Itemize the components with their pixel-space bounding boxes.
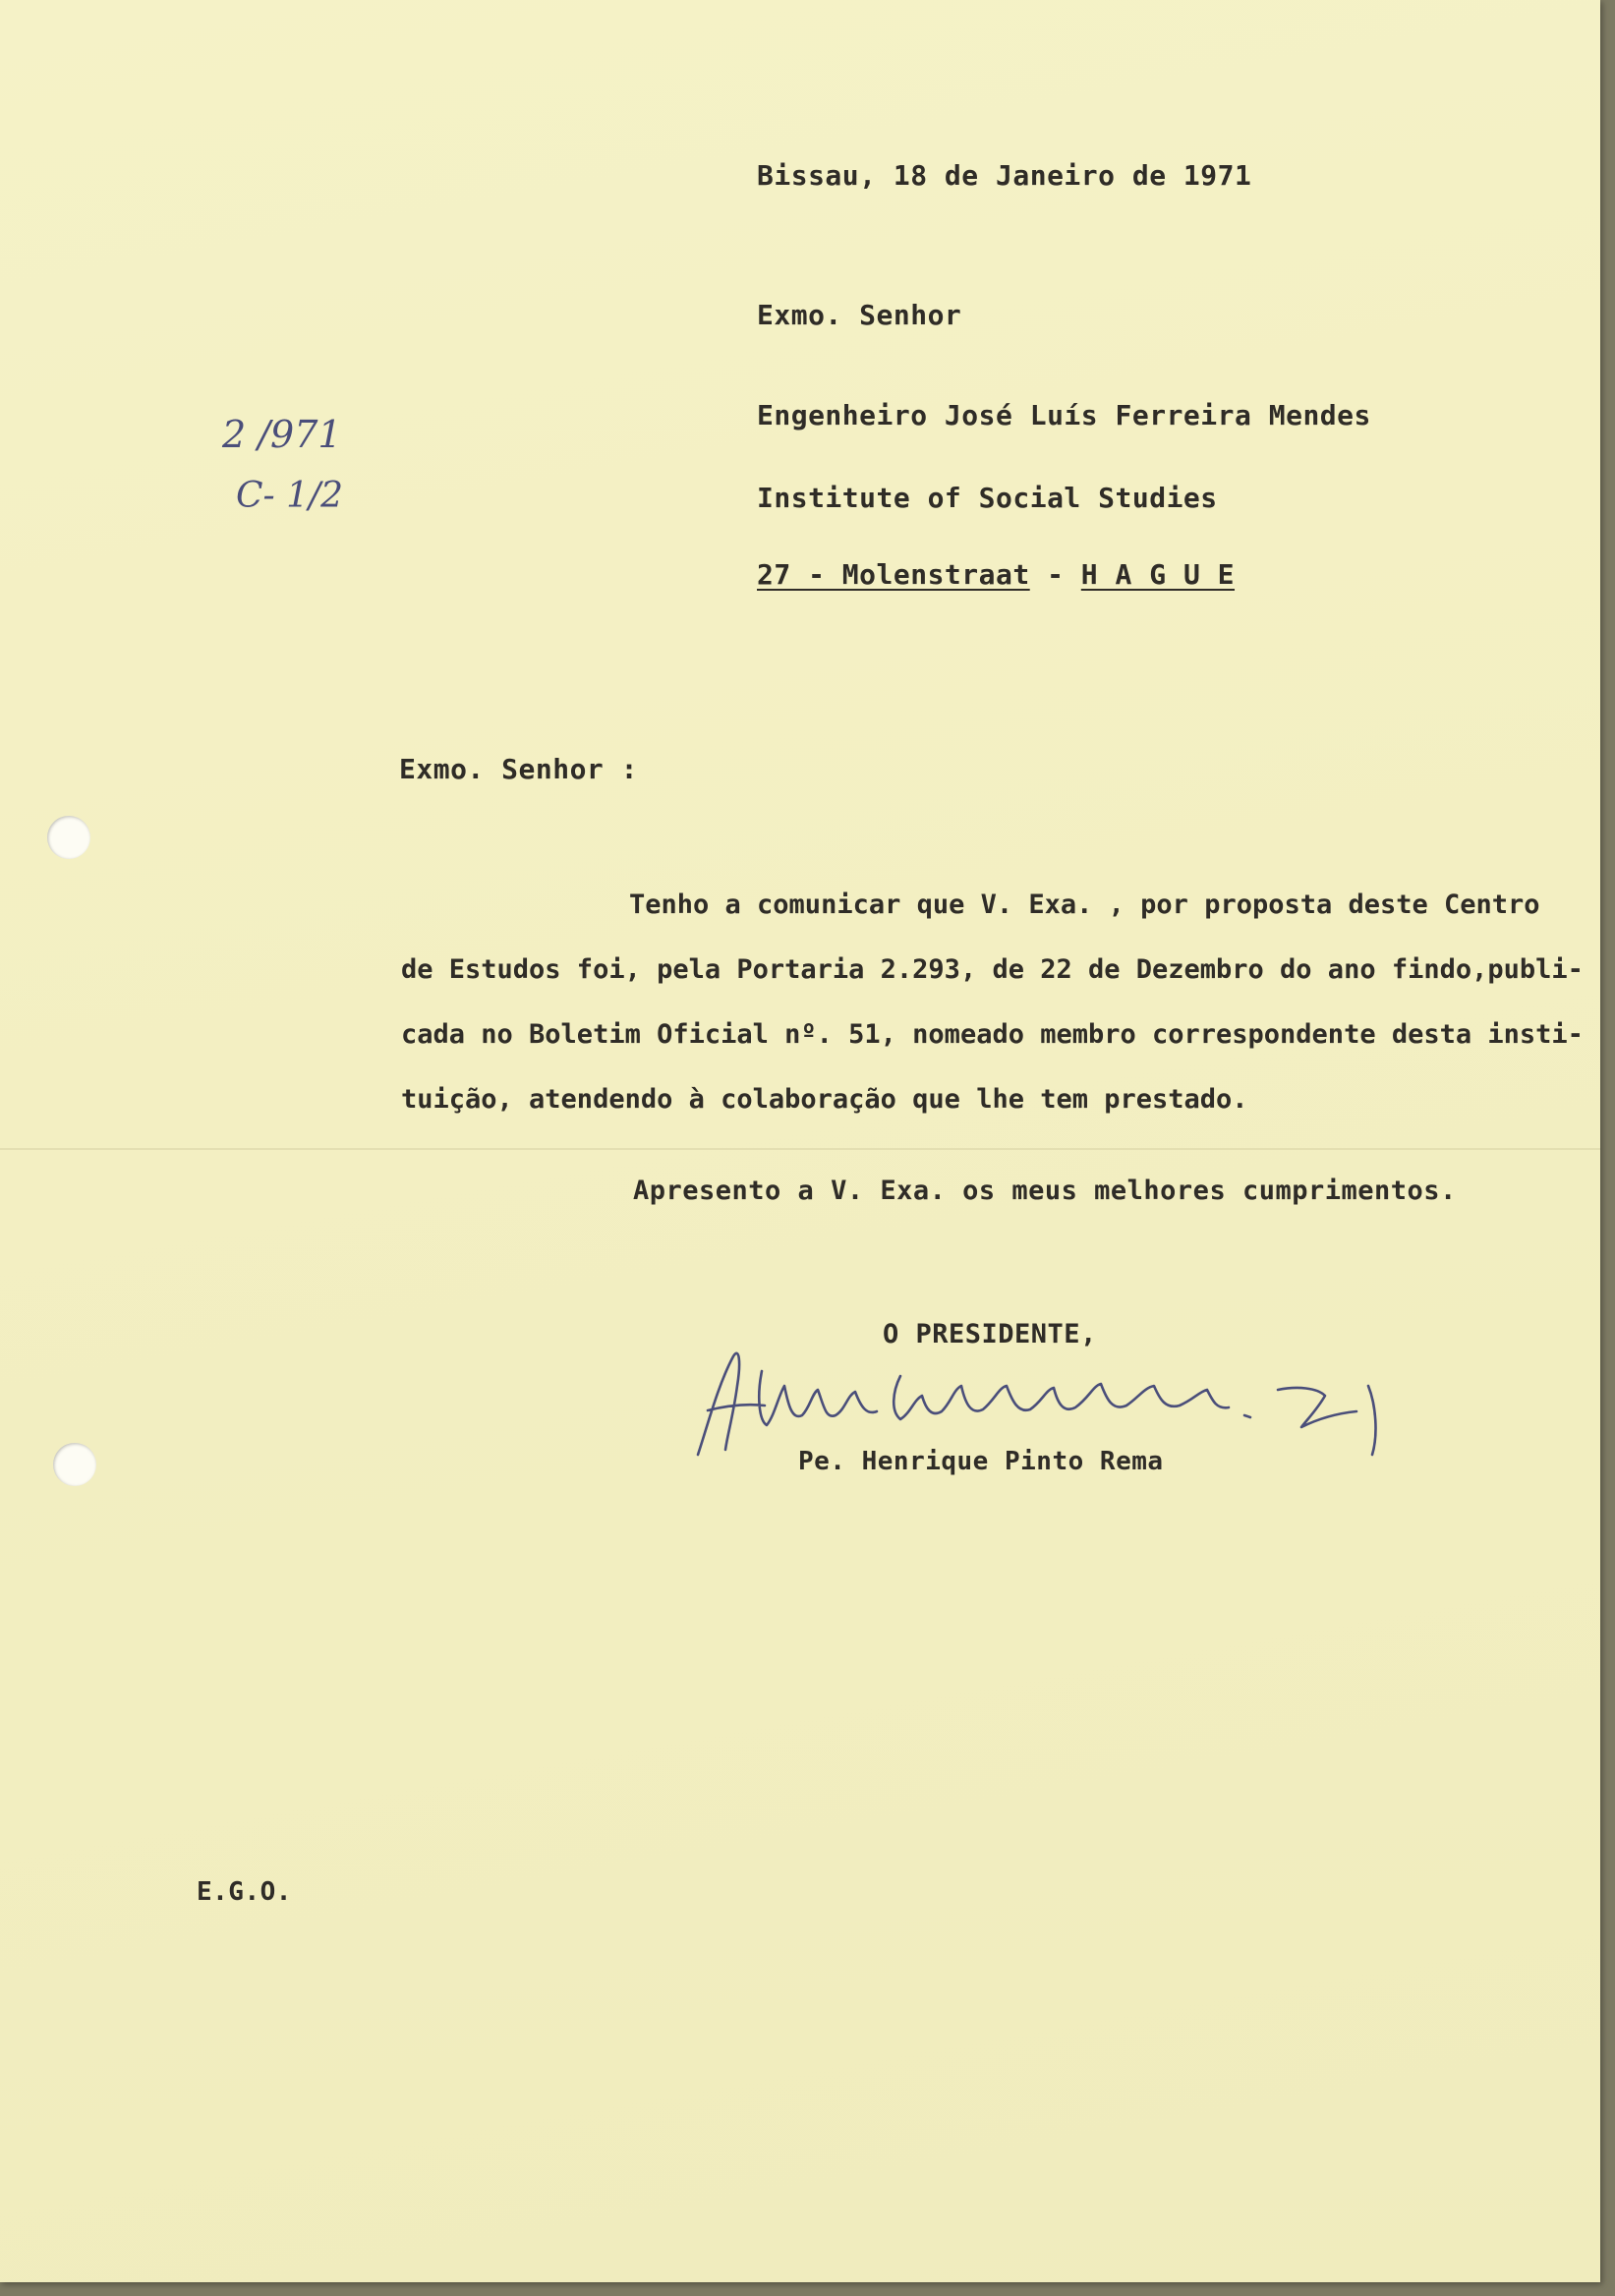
recipient-name: Engenheiro José Luís Ferreira Mendes xyxy=(757,399,1371,431)
recipient-institution: Institute of Social Studies xyxy=(757,482,1218,514)
signatory-title: O PRESIDENTE, xyxy=(883,1319,1097,1349)
body-line: cada no Boletim Oficial nº. 51, nomeado membro correspondente desta insti- xyxy=(401,1019,1584,1050)
reference-number: 2 /971 xyxy=(222,413,342,456)
letter-body xyxy=(401,873,1610,1132)
date-line: Bissau, 18 de Janeiro de 1971 xyxy=(757,159,1252,192)
address-street: 27 - Molenstraat xyxy=(757,558,1030,591)
recipient-address xyxy=(757,558,1235,591)
signature xyxy=(668,1317,1445,1464)
address-city: H A G U E xyxy=(1080,558,1236,591)
body-line: Tenho a comunicar que V. Exa. , por proposta deste Centro xyxy=(629,890,1540,920)
recipient-salutation: Exmo. Senhor xyxy=(757,299,962,331)
closing-line: Apresento a V. Exa. os meus melhores cumprimentos. xyxy=(633,1176,1457,1206)
address-separator: - xyxy=(1029,558,1081,591)
signatory-name: Pe. Henrique Pinto Rema xyxy=(798,1447,1164,1476)
body-line: de Estudos foi, pela Portaria 2.293, de 22 de Dezembro do ano findo,publi- xyxy=(401,954,1584,985)
paper-fold-line xyxy=(0,1148,1600,1150)
body-line: tuição, atendendo à colaboração que lhe tem prestado. xyxy=(401,1084,1248,1115)
typist-initials: E.G.O. xyxy=(197,1877,292,1907)
punch-hole-top xyxy=(47,816,90,859)
punch-hole-bottom xyxy=(53,1443,96,1486)
salutation: Exmo. Senhor : xyxy=(399,753,639,785)
reference-code: C- 1/2 xyxy=(236,476,344,516)
